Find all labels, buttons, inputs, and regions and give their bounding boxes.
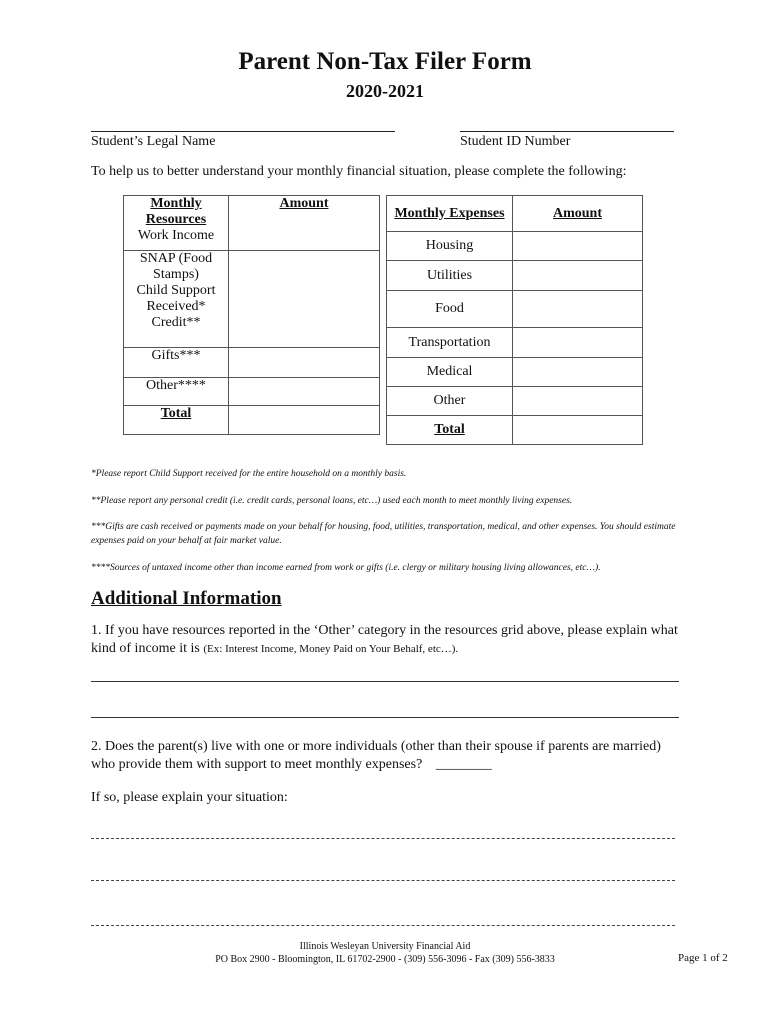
question-2-text: 2. Does the parent(s) live with one or more individuals (other than their spouse if parents are married) who provide them with support to meet monthly expenses? [91, 739, 661, 772]
amount-header: Amount [279, 196, 329, 211]
resource-cell [124, 251, 229, 348]
resources-table [123, 195, 380, 435]
expense-cell [387, 291, 513, 328]
expense-cell [387, 232, 513, 261]
expense-cell [387, 387, 513, 416]
expense-total-label: Total [434, 422, 465, 437]
expense-amount-cell[interactable] [513, 291, 643, 328]
expense-cell [387, 328, 513, 358]
expenses-table [386, 195, 643, 445]
expense-label: Transportation [408, 334, 491, 350]
answer-2-line-3[interactable] [91, 925, 675, 926]
amount-header-cell[interactable] [229, 196, 380, 251]
expense-label: Medical [426, 364, 473, 379]
resource-label: SNAP (Food Stamps) [139, 251, 213, 282]
expense-amount-header: Amount [552, 205, 602, 221]
expense-amount-cell[interactable] [513, 232, 643, 261]
resource-amount-cell[interactable] [229, 348, 380, 378]
expense-amount-cell[interactable] [513, 261, 643, 291]
expenses-header: Monthly Expenses [394, 205, 505, 221]
resource-amount-cell[interactable] [229, 378, 380, 406]
expense-amount-cell[interactable] [513, 387, 643, 416]
resource-total-cell [124, 406, 229, 435]
resources-header-cell [124, 196, 229, 251]
expense-label: Other [433, 393, 466, 408]
resource-cell [124, 348, 229, 378]
form-year: 2020-2021 [346, 81, 424, 101]
student-id-field[interactable] [460, 131, 674, 132]
student-id-label: Student ID Number [460, 134, 571, 149]
question-2-followup: If so, please explain your situation: [91, 790, 288, 805]
question-2 [91, 738, 686, 774]
question-1-text: 1. If you have resources reported in the ‘Other’ category in the resources grid above, please explain what kind of income it is [91, 623, 678, 656]
expense-cell [387, 261, 513, 291]
resource-label: Gifts*** [151, 348, 201, 363]
footnote-gifts: ***Gifts are cash received or payments made on your behalf for housing, food, utilities, transportation, medical, and other expenses. You should estimate expenses paid on your behalf at fair market value. [91, 522, 676, 546]
resource-label: Child Support Received* [136, 283, 216, 314]
resources-header: Monthly Resources [145, 196, 207, 227]
additional-info-heading: Additional Information [91, 588, 282, 609]
expense-amount-header-cell[interactable] [513, 196, 643, 232]
intro-text: To help us to better understand your monthly financial situation, please complete the following: [91, 164, 627, 179]
expenses-header-cell [387, 196, 513, 232]
form-title: Parent Non-Tax Filer Form [238, 48, 532, 75]
resource-label: Other**** [146, 378, 206, 393]
answer-1-line-1[interactable] [91, 681, 679, 682]
expense-total-cell [387, 416, 513, 445]
resource-amount-cell[interactable] [229, 251, 380, 348]
expense-label: Utilities [426, 267, 473, 283]
footnote-child-support: *Please report Child Support received for the entire household on a monthly basis. [91, 469, 407, 479]
expense-label: Food [435, 301, 464, 316]
footer-address: PO Box 2900 - Bloomington, IL 61702-2900 - (309) 556-3096 - Fax (309) 556-3833 [215, 954, 555, 965]
resource-label: Credit** [151, 315, 201, 330]
resource-total-amount-cell[interactable] [229, 406, 380, 435]
page-number: Page 1 of 2 [678, 952, 728, 964]
question-1 [91, 622, 686, 658]
expense-cell [387, 358, 513, 387]
question-2-blank[interactable]: ________ [435, 757, 492, 772]
student-name-field[interactable] [91, 131, 395, 132]
footnote-credit: **Please report any personal credit (i.e. credit cards, personal loans, etc…) used each month to meet monthly living expenses. [91, 496, 573, 506]
footnote-other: ****Sources of untaxed income other than income earned from work or gifts (i.e. clergy or military housing living allowances, etc…). [91, 563, 601, 573]
resource-total-label: Total [160, 406, 192, 421]
answer-2-line-1[interactable] [91, 838, 675, 839]
question-1-example: (Ex: Interest Income, Money Paid on Your Behalf, etc…). [203, 643, 459, 655]
expense-total-amount-cell[interactable] [513, 416, 643, 445]
resource-cell [124, 378, 229, 406]
answer-1-line-2[interactable] [91, 717, 679, 718]
student-name-label: Student’s Legal Name [91, 134, 216, 149]
resource-label: Work Income [137, 228, 215, 243]
footer-org: Illinois Wesleyan University Financial Aid [299, 941, 471, 952]
expense-amount-cell[interactable] [513, 328, 643, 358]
expense-label: Housing [425, 238, 474, 253]
expense-amount-cell[interactable] [513, 358, 643, 387]
answer-2-line-2[interactable] [91, 880, 675, 881]
